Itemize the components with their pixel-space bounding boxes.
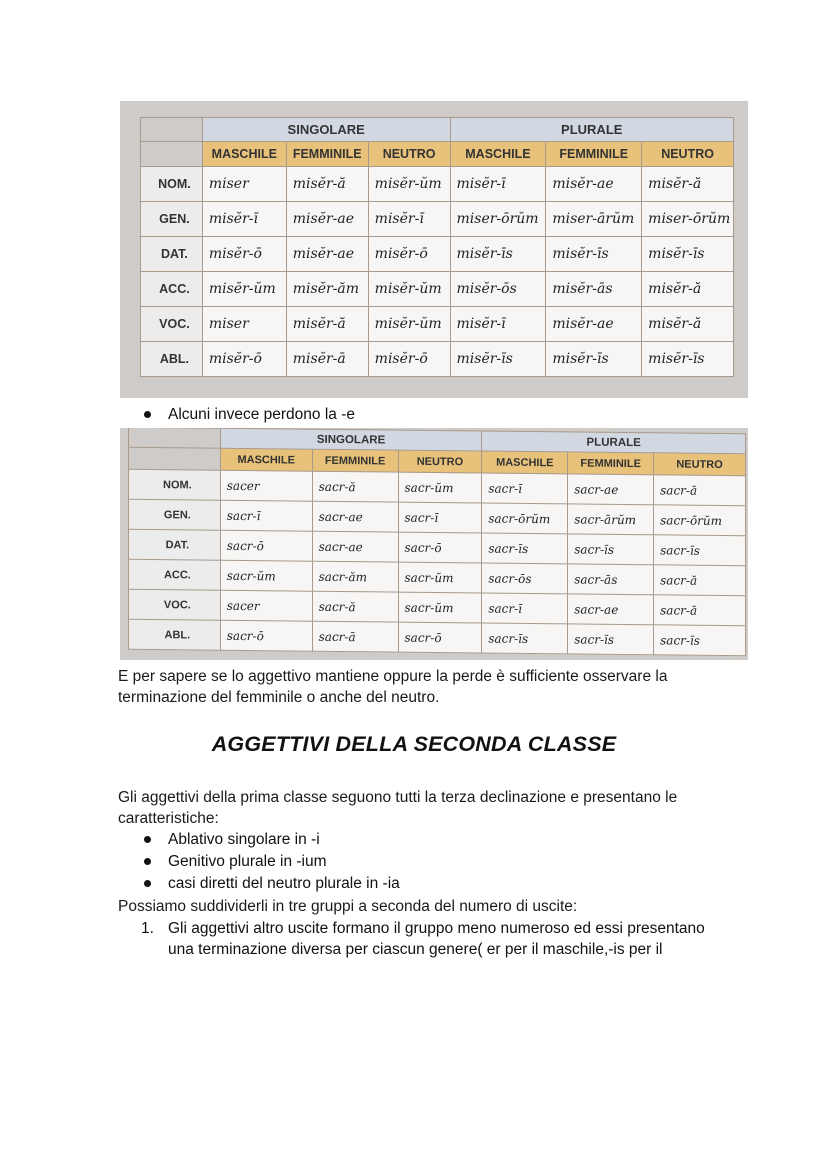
column-header: FEMMINILE xyxy=(312,449,398,472)
table-cell: misĕr-ō xyxy=(368,237,450,272)
declension-photo-sacer xyxy=(120,428,748,660)
table-cell: misĕr-ā xyxy=(286,342,368,377)
table-cell: sacr-ōrŭm xyxy=(654,505,746,536)
table-cell: sacer xyxy=(220,590,312,621)
table-cell: misĕr-ī xyxy=(450,307,546,342)
paragraph-groups: Possiamo suddividerli in tre gruppi a seconda del numero di uscite: xyxy=(118,898,578,915)
table-cell: misĕr-īs xyxy=(450,342,546,377)
table-cell: misĕr-īs xyxy=(642,342,734,377)
case-label: GEN. xyxy=(141,202,203,237)
table-cell: sacr-ī xyxy=(482,593,568,624)
paragraph-line: Gli aggettivi della prima classe seguono tutti la terza declinazione e presentano le xyxy=(118,789,678,806)
column-header: FEMMINILE xyxy=(286,142,368,167)
table-cell: misĕr-ăm xyxy=(286,272,368,307)
table-cell: sacr-īs xyxy=(568,534,654,565)
table-cell: sacr-ī xyxy=(482,473,568,504)
case-label: VOC. xyxy=(141,307,203,342)
table-cell: sacr-ō xyxy=(220,530,312,561)
table-corner xyxy=(141,142,203,167)
table-cell: sacr-īs xyxy=(482,533,568,564)
bullet-text: casi diretti del neutro plurale in -ia xyxy=(168,875,400,892)
group-header-singular: SINGOLARE xyxy=(202,118,450,142)
paragraph-line: caratteristiche: xyxy=(118,810,219,827)
paragraph-intro xyxy=(118,787,758,829)
table-cell: misĕr-ŭm xyxy=(368,272,450,307)
table-cell: misĕr-ō xyxy=(202,237,286,272)
table-cell: misĕr-ae xyxy=(546,307,642,342)
table-corner xyxy=(129,428,221,448)
section-heading: AGGETTIVI DELLA SECONDA CLASSE xyxy=(211,732,617,756)
table-row xyxy=(141,272,734,307)
column-header: MASCHILE xyxy=(220,448,312,471)
column-header: NEUTRO xyxy=(398,450,482,473)
column-header: NEUTRO xyxy=(368,142,450,167)
table-row xyxy=(141,202,734,237)
table-cell: sacr-ārŭm xyxy=(568,504,654,535)
table-cell: misĕr-ă xyxy=(286,307,368,342)
table-cell: misĕr-īs xyxy=(450,237,546,272)
column-header: FEMMINILE xyxy=(568,452,654,475)
bullet-icon xyxy=(144,836,151,843)
case-label: NOM. xyxy=(141,167,203,202)
table-cell: sacr-ă xyxy=(654,565,746,596)
bullet-item xyxy=(168,873,400,894)
table-cell: misĕr-ae xyxy=(286,237,368,272)
case-label: VOC. xyxy=(129,589,221,620)
table-cell: sacr-īs xyxy=(654,535,746,566)
table-cell: misĕr-īs xyxy=(546,237,642,272)
table-cell: misĕr-ŭm xyxy=(202,272,286,307)
table-cell: sacr-ŭm xyxy=(398,562,482,593)
item-line: una terminazione diversa per ciascun genere( er per il maschile,-is per il xyxy=(168,941,663,958)
declension-table-sacer xyxy=(128,428,746,656)
table-cell: sacr-ōrŭm xyxy=(482,503,568,534)
declension-photo-miser xyxy=(120,101,748,398)
table-cell: sacr-ă xyxy=(312,471,398,502)
table-row xyxy=(141,237,734,272)
table-cell: miser xyxy=(202,307,286,342)
table-cell: misĕr-ŭm xyxy=(368,167,450,202)
bullet-item xyxy=(168,404,355,425)
table-cell: sacr-ŭm xyxy=(220,560,312,591)
table-cell: misĕr-īs xyxy=(642,237,734,272)
column-header: MASCHILE xyxy=(202,142,286,167)
table-cell: sacr-ŭm xyxy=(398,592,482,623)
table-corner xyxy=(141,118,203,142)
table-cell: misĕr-ă xyxy=(642,307,734,342)
bullet-icon xyxy=(144,858,151,865)
case-label: DAT. xyxy=(129,529,221,560)
paragraph-line: terminazione del femminile o anche del neutro. xyxy=(118,689,440,706)
declension-table-miser xyxy=(140,117,734,377)
table-cell: sacr-ō xyxy=(398,532,482,563)
table-cell: misĕr-īs xyxy=(546,342,642,377)
table-cell: sacr-ă xyxy=(654,475,746,506)
column-header: NEUTRO xyxy=(642,142,734,167)
table-cell: misĕr-ī xyxy=(202,202,286,237)
table-cell: sacr-ae xyxy=(312,501,398,532)
table-cell: misĕr-ă xyxy=(642,272,734,307)
table-cell: sacr-ā xyxy=(312,621,398,652)
table-cell: sacr-ăm xyxy=(312,561,398,592)
table-cell: sacr-ŭm xyxy=(398,472,482,503)
bullet-text: Alcuni invece perdono la -e xyxy=(168,406,355,423)
table-row xyxy=(129,619,746,655)
item-number: 1. xyxy=(141,920,154,937)
bullet-icon xyxy=(144,880,151,887)
column-header: MASCHILE xyxy=(450,142,546,167)
paragraph-feminine-rule xyxy=(118,666,758,708)
table-cell: misĕr-ă xyxy=(642,167,734,202)
table-cell: sacr-ae xyxy=(568,474,654,505)
table-cell: misĕr-ŭm xyxy=(368,307,450,342)
table-cell: sacr-ă xyxy=(654,595,746,626)
table-cell: misĕr-ae xyxy=(546,167,642,202)
bullet-text: Ablativo singolare in -i xyxy=(168,831,320,848)
column-header: FEMMINILE xyxy=(546,142,642,167)
table-cell: misĕr-ō xyxy=(368,342,450,377)
table-cell: misĕr-ă xyxy=(286,167,368,202)
table-cell: sacr-īs xyxy=(482,623,568,654)
table-row xyxy=(141,307,734,342)
table-cell: misĕr-ae xyxy=(286,202,368,237)
table-cell: misĕr-ōs xyxy=(450,272,546,307)
case-label: ABL. xyxy=(129,619,221,650)
table-cell: sacr-ae xyxy=(568,594,654,625)
bullet-item xyxy=(168,851,327,872)
column-header: MASCHILE xyxy=(482,451,568,474)
case-label: ACC. xyxy=(129,559,221,590)
table-cell: sacr-ă xyxy=(312,591,398,622)
table-row xyxy=(141,167,734,202)
table-cell: misĕr-ī xyxy=(450,167,546,202)
table-cell: misĕr-ās xyxy=(546,272,642,307)
group-header-plural: PLURALE xyxy=(482,431,746,454)
table-corner xyxy=(129,447,221,470)
case-label: NOM. xyxy=(129,469,221,500)
case-label: GEN. xyxy=(129,499,221,530)
table-row xyxy=(141,342,734,377)
case-label: ABL. xyxy=(141,342,203,377)
table-cell: sacer xyxy=(220,470,312,501)
case-label: DAT. xyxy=(141,237,203,272)
table-cell: miser-ōrŭm xyxy=(450,202,546,237)
table-cell: miser-ōrŭm xyxy=(642,202,734,237)
table-cell: miser-ārŭm xyxy=(546,202,642,237)
table-cell: sacr-īs xyxy=(568,624,654,655)
table-cell: sacr-ōs xyxy=(482,563,568,594)
group-header-plural: PLURALE xyxy=(450,118,734,142)
table-cell: sacr-ō xyxy=(220,620,312,651)
table-cell: sacr-ae xyxy=(312,531,398,562)
table-cell: sacr-ās xyxy=(568,564,654,595)
column-header: NEUTRO xyxy=(654,453,746,476)
table-cell: misĕr-ō xyxy=(202,342,286,377)
table-cell: miser xyxy=(202,167,286,202)
bullet-icon xyxy=(144,411,151,418)
table-cell: sacr-ī xyxy=(398,502,482,533)
numbered-item xyxy=(141,918,768,960)
paragraph-line: E per sapere se lo aggettivo mantiene oppure la perde è sufficiente osservare la xyxy=(118,668,668,685)
bullet-text: Genitivo plurale in -ium xyxy=(168,853,327,870)
bullet-item xyxy=(168,829,320,850)
table-cell: misĕr-ī xyxy=(368,202,450,237)
item-line: Gli aggettivi altro uscite formano il gruppo meno numeroso ed essi presentano xyxy=(168,920,705,937)
table-cell: sacr-ō xyxy=(398,622,482,653)
table-cell: sacr-ī xyxy=(220,500,312,531)
case-label: ACC. xyxy=(141,272,203,307)
table-cell: sacr-īs xyxy=(654,625,746,656)
group-header-singular: SINGOLARE xyxy=(220,428,482,451)
